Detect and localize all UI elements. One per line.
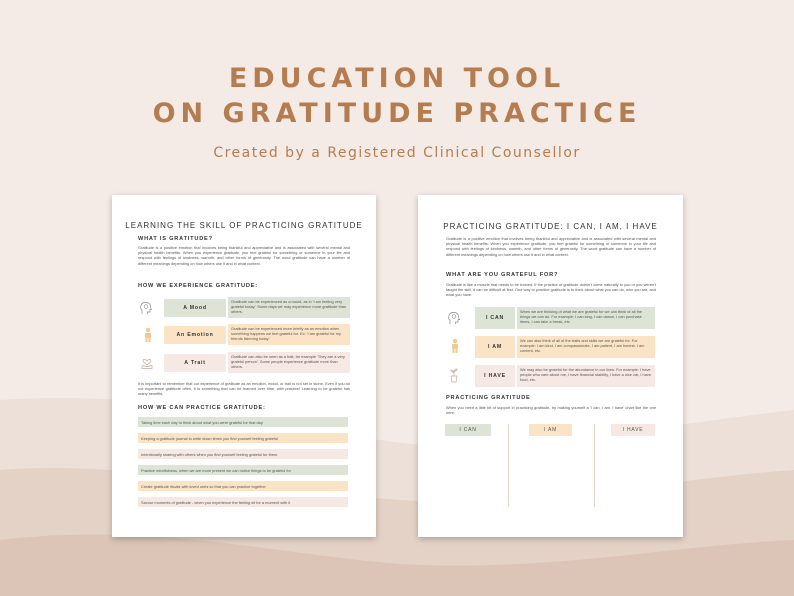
chart-header-i-am: I AM	[529, 424, 572, 436]
left-page-title: LEARNING THE SKILL OF PRACTICING GRATITUDE	[125, 221, 363, 230]
emotion-label: An Emotion	[164, 326, 226, 344]
person-icon	[447, 338, 463, 354]
experience-heading: HOW WE EXPERIENCE GRATITUDE:	[138, 283, 258, 289]
emotion-description: Gratitude can be experienced more briefly as an emotion when something happens we feel grateful for. Ex: 'I am grateful for my friends listening today.'	[228, 324, 350, 345]
lightbulb-head-icon	[138, 300, 154, 316]
chart-divider	[508, 424, 509, 507]
remember-text: It is important to remember that our experience of gratitude as an emotion, mood, or trait is not set in stone. Even if you do not experience gratitude often, it is something that can be learned over time, with practice! Learning to be grateful has many benefits.	[138, 381, 350, 397]
tip-item: Create gratitude rituals with loved ones so that you can practice together	[138, 481, 348, 491]
hero-title-line-1: EDUCATION TOOL	[228, 63, 566, 94]
hero-title-line-2: ON GRATITUDE PRACTICE	[152, 98, 642, 129]
grateful-text: Gratitude is like a muscle that needs to be trained. If the practice of gratitude doesn't come naturally to you or you weren't taught the skill, it can be difficult at first. One way to practice gratitude is to think about what you can do, who you are, and what you have.	[446, 282, 656, 298]
what-is-gratitude-heading: WHAT IS GRATITUDE?	[138, 236, 213, 242]
person-icon	[140, 327, 156, 343]
tip-item: Keeping a gratitude journal to write down times you find yourself feeling grateful	[138, 433, 348, 443]
mood-description: Gratitude can be experienced as a mood, as in 'I am feeling very grateful today.' Some days we may experience more gratitude than others.	[228, 297, 350, 318]
practice-heading: HOW WE CAN PRACTICE GRATITUDE:	[138, 405, 266, 411]
right-page-title: PRACTICING GRATITUDE: I CAN, I AM, I HAVE	[443, 222, 658, 231]
intro-text: Gratitude is a positive emotion that involves being thankful and appreciative and is associated with several mental and physical health benefits. When you experience gratitude, you feel grateful for something or someone in your life and respond with feelings of kindness, warmth, and other forms of generosity. The word gratitude can have a number of different meanings depending on how others use it and in what context.	[446, 236, 656, 257]
trait-label: A Trait	[164, 354, 226, 372]
tip-item: Practice mindfulness, when we are more present we can notice things to be grateful for	[138, 465, 348, 475]
i-am-description: We can also think of all of the traits and skills we are grateful for. For example: I am kind, I am compassionate, I am patient, I am honest, I am content, etc.	[517, 336, 655, 358]
i-can-label: I CAN	[475, 307, 515, 329]
trait-description: Gratitude can also be seen as a trait, for example 'They are a very grateful person'. Some people experience gratitude more than others.	[228, 352, 350, 373]
practicing-text: When you need a little bit of support in practicing gratitude, try making yourself a 'I can, I am, I have' chart like the one here:	[446, 405, 656, 416]
right-page	[418, 195, 683, 537]
chart-header-i-can: I CAN	[445, 424, 491, 436]
i-have-label: I HAVE	[475, 365, 515, 387]
tip-item: Intentionally sharing with others when you find yourself feeling grateful for them.	[138, 449, 348, 459]
lightbulb-head-icon	[446, 310, 462, 326]
chart-divider	[594, 424, 595, 507]
plant-pot-icon	[446, 367, 462, 383]
hand-heart-icon	[139, 355, 155, 371]
i-can-description: When we are thinking of what we are grateful for we can think of all the things we can do. For example: I can sing, I can dance, I can purchase items, I can take a break, etc.	[517, 307, 655, 329]
practicing-heading: PRACTICING GRATITUDE	[446, 395, 531, 401]
hero-subtitle: Created by a Registered Clinical Counsellor	[213, 145, 581, 161]
what-is-gratitude-text: Gratitude is a positive emotion that involves being thankful and appreciative and is associated with several mental and physical health benefits. When you experience gratitude, you feel grateful for something or someone in your life and respond with feelings of kindness, warmth, and other forms of generosity. The word gratitude can have a number of different meanings depending on how others use it and in what context.	[138, 245, 350, 266]
mood-label: A Mood	[164, 299, 226, 317]
i-have-description: We may also be grateful for the abundance in our lives. For example: I have people who care about me, I have financial stability, I have a nice car, I have food, etc.	[517, 365, 655, 387]
tip-item: Taking time each day to think about what you were grateful for that day	[138, 417, 348, 427]
chart-header-i-have: I HAVE	[611, 424, 655, 436]
left-page	[112, 195, 376, 537]
tip-item: Savour moments of gratitude - when you experience the feeling sit for a moment with it	[138, 497, 348, 507]
i-am-label: I AM	[475, 336, 515, 358]
grateful-heading: WHAT ARE YOU GRATEFUL FOR?	[446, 272, 559, 278]
